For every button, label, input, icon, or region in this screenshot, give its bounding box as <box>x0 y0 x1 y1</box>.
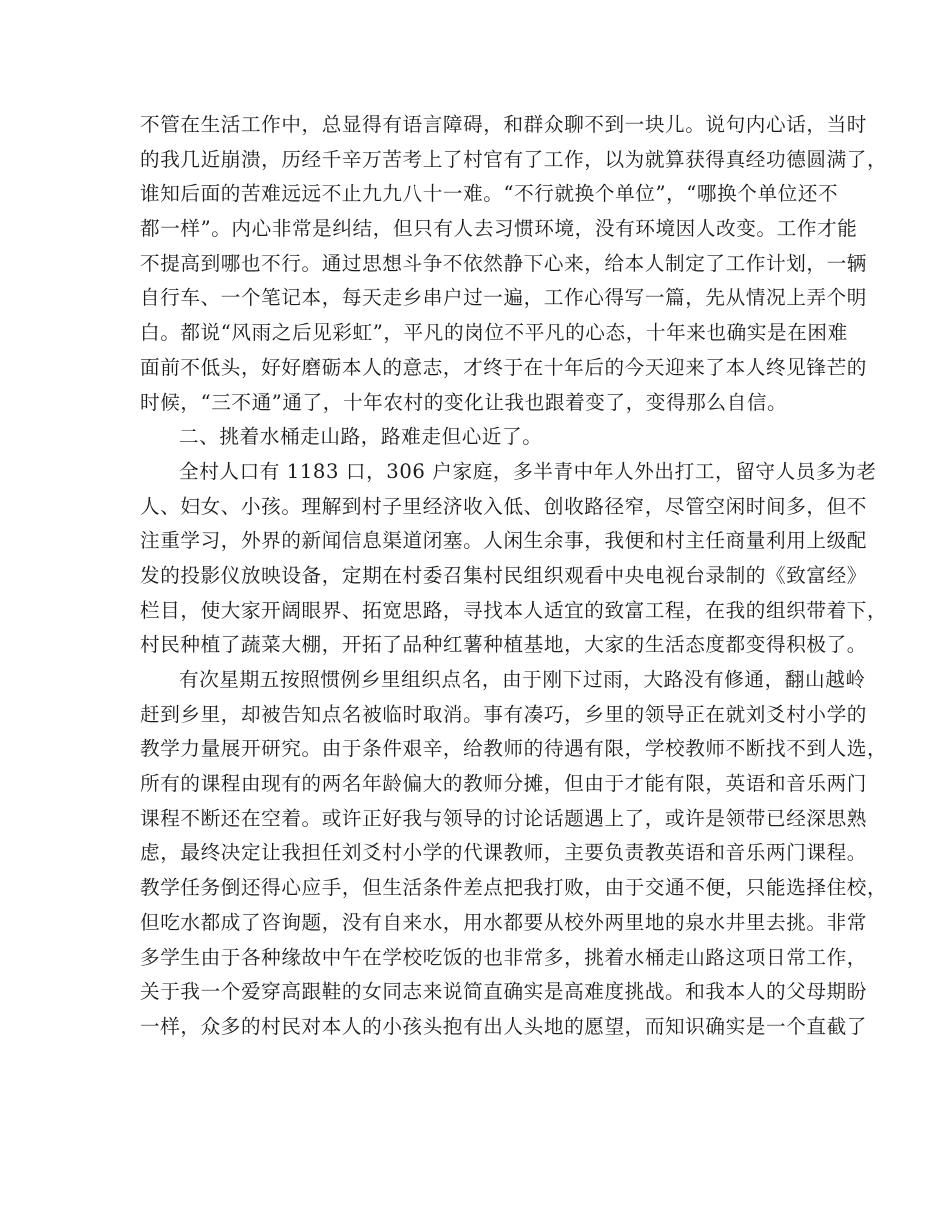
text-line: 白。都说“风雨之后见彩虹”，平凡的岗位不平凡的心态，十年来也确实是在困难 <box>140 321 848 345</box>
text-line: 发的投影仪放映设备，定期在村委召集村民组织观看中央电视台录制的《致富经》 <box>140 563 867 587</box>
text-line: 虑，最终决定让我担任刘爻村小学的代课教师，主要负责教英语和音乐两门课程。 <box>140 841 867 865</box>
text-line: 赶到乡里，却被告知点名被临时取消。事有凑巧，乡里的领导正在就刘爻村小学的 <box>140 702 867 726</box>
text-line: 所有的课程由现有的两名年龄偏大的教师分摊，但由于才能有限，英语和音乐两门 <box>140 772 867 796</box>
text-line: 课程不断还在空着。或许正好我与领导的讨论话题遇上了，或许是领带已经深思熟 <box>140 806 867 830</box>
text-line: 关于我一个爱穿高跟鞋的女同志来说简直确实是高难度挑战。和我本人的父母期盼 <box>140 980 867 1004</box>
text-line: 都一样”。内心非常是纠结，但只有人去习惯环境，没有环境因人改变。工作才能 <box>140 217 858 241</box>
text-line: 村民种植了蔬菜大棚，开拓了品种红薯种植基地，大家的生活态度都变得积极了。 <box>140 633 867 657</box>
text-line: 自行车、一个笔记本，每天走乡串户过一遍，工作心得写一篇，先从情况上弄个明 <box>140 286 867 310</box>
text-line: 不提高到哪也不行。通过思想斗争不依然静下心来，给本人制定了工作计划，一辆 <box>140 251 867 275</box>
text-line: 教学力量展开研究。由于条件艰辛，给教师的待遇有限，学校教师不断找不到人选， <box>140 737 888 761</box>
text-line: 教学任务倒还得心应手，但生活条件差点把我打败，由于交通不便，只能选择住校， <box>140 876 888 900</box>
text-line: 注重学习，外界的新闻信息渠道闭塞。人闲生余事，我便和村主任商量利用上级配 <box>140 529 867 553</box>
text-line: 多学生由于各种缘故中午在学校吃饭的也非常多，挑着水桶走山路这项日常工作， <box>140 945 867 969</box>
paragraph-first-line: 有次星期五按照惯例乡里组织点名，由于刚下过雨，大路没有修通，翻山越岭 <box>179 668 866 691</box>
text-line: 不管在生活工作中，总显得有语言障碍，和群众聊不到一块儿。说句内心话，当时 <box>140 113 867 136</box>
text-line: 人、妇女、小孩。理解到村子里经济收入低、创收路径窄，尽管空闲时间多，但不 <box>140 494 867 518</box>
paragraph-first-line: 全村人口有 1183 口，306 户家庭，多半青中年人外出打工，留守人员多为老 <box>179 459 877 483</box>
paragraph-first-line: 二、挑着水桶走山路，路难走但心近了。 <box>179 425 543 449</box>
text-line: 栏目，使大家开阔眼界、拓宽思路，寻找本人适宜的致富工程，在我的组织带着下， <box>140 598 888 622</box>
text-line: 时候，“三不通”通了，十年农村的变化让我也跟着变了，变得那么自信。 <box>140 390 788 414</box>
text-line: 谁知后面的苦难远远不止九九八十一难。“不行就换个单位”，“哪换个单位还不 <box>140 182 839 206</box>
document-body <box>140 108 888 1045</box>
text-line: 的我几近崩溃，历经千辛万苦考上了村官有了工作，以为就算获得真经功德圆满了， <box>140 147 888 171</box>
text-line: 但吃水都成了咨询题，没有自来水，用水都要从校外两里地的泉水井里去挑。非常 <box>140 910 867 934</box>
text-line: 面前不低头，好好磨砺本人的意志，才终于在十年后的今天迎来了本人终见锋芒的 <box>140 355 867 379</box>
text-line: 一样，众多的村民对本人的小孩头抱有出人头地的愿望，而知识确实是一个直截了 <box>140 1014 867 1038</box>
